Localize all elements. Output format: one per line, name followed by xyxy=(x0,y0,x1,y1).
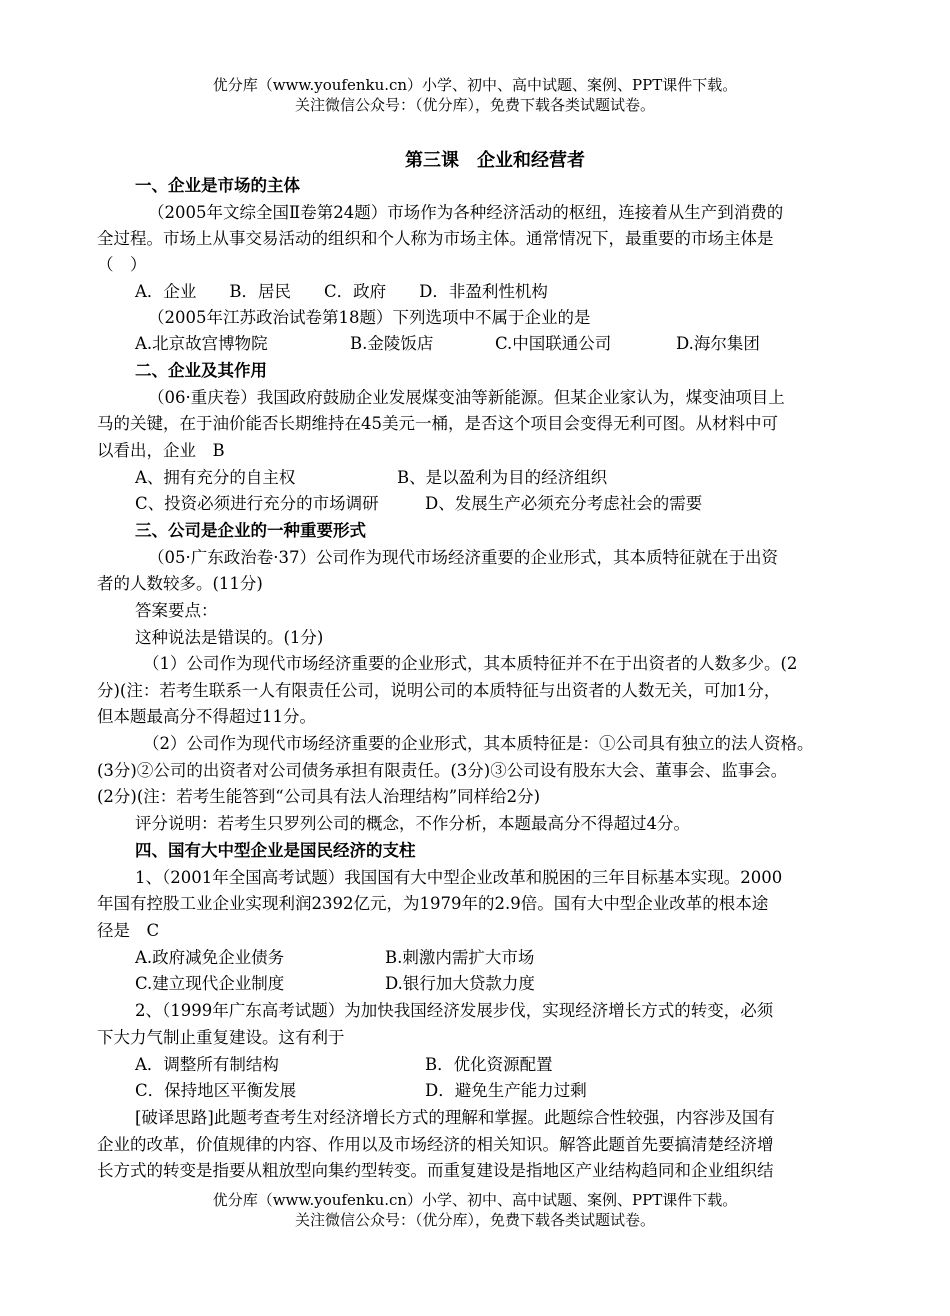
s2-line1: （06·重庆卷）我国政府鼓励企业发展煤变油等新能源。但某企业家认为，煤变油项目上 xyxy=(148,388,785,407)
section-2-heading: 二、企业及其作用 xyxy=(135,361,267,380)
s4-q2-option-d: D．避免生产能力过剩 xyxy=(425,1081,587,1100)
s2-line2: 马的关键，在于油价能否长期维持在45美元一桶，是否这个项目会变得无利可图。从材料中可 xyxy=(97,414,778,433)
s3-line3: 答案要点： xyxy=(135,601,218,620)
s2-option-b: B、是以盈利为目的经济组织 xyxy=(397,468,608,487)
footer-line-1: 优分库（www.youfenku.cn）小学、初中、高中试题、案例、PPT课件下载。 xyxy=(212,1191,738,1209)
page-title: 第三课 企业和经营者 xyxy=(405,150,585,171)
s3-line1: （05·广东政治卷·37）公司作为现代市场经济重要的企业形式，其本质特征就在于出资 xyxy=(148,548,778,567)
s1-q2-option-a: A.北京故宫博物院 xyxy=(135,334,268,353)
s4-q2-line2: 下大力气制止重复建设。这有利于 xyxy=(97,1028,345,1047)
s2-option-a: A、拥有充分的自主权 xyxy=(135,468,296,487)
s1-q2-stem: （2005年江苏政治试卷第18题）下列选项中不属于企业的是 xyxy=(148,308,591,327)
s1-q1-line3: （ ） xyxy=(97,255,147,274)
s4-q1-option-d: D.银行加大贷款力度 xyxy=(385,974,535,993)
s3-line8: （2）公司作为现代市场经济重要的企业形式，其本质特征是：①公司具有独立的法人资格。 xyxy=(143,734,814,753)
s1-q2-option-d: D.海尔集团 xyxy=(676,334,760,353)
s3-line4: 这种说法是错误的。(1分) xyxy=(135,628,324,647)
s1-q2-option-c: C.中国联通公司 xyxy=(495,334,612,353)
section-3-heading: 三、公司是企业的一种重要形式 xyxy=(135,521,366,540)
s1-q1-line2: 全过程。市场上从事交易活动的组织和个人称为市场主体。通常情况下，最重要的市场主体是 xyxy=(97,229,774,248)
s2-line3: 以看出，企业 B xyxy=(97,441,225,460)
s4-q2-option-c: C．保持地区平衡发展 xyxy=(135,1081,297,1100)
s4-q1-line1: 1、（2001年全国高考试题）我国国有大中型企业改革和脱困的三年目标基本实现。2000 xyxy=(135,868,783,887)
footer-line-2: 关注微信公众号：（优分库），免费下载各类试题试卷。 xyxy=(294,1211,655,1229)
s4-q1-line3: 径是 C xyxy=(97,921,160,940)
s4-q1-line2: 年国有控股工业企业实现利润2392亿元，为1979年的2.9倍。国有大中型企业改革的根本途 xyxy=(97,894,769,913)
s4-q2-option-a: A．调整所有制结构 xyxy=(135,1055,279,1074)
s4-q1-option-b: B.刺激内需扩大市场 xyxy=(385,948,535,967)
s1-q1-options: A．企业 B．居民 C．政府 D．非盈利性机构 xyxy=(135,282,548,301)
s4-explain-line1: [破译思路]此题考查考生对经济增长方式的理解和掌握。此题综合性较强，内容涉及国有 xyxy=(135,1108,775,1127)
s3-line5: （1）公司作为现代市场经济重要的企业形式，其本质特征并不在于出资者的人数多少。(2 xyxy=(143,654,798,673)
s2-option-c: C、投资必须进行充分的市场调研 xyxy=(135,494,379,513)
s3-line2: 者的人数较多。(11分) xyxy=(97,574,263,593)
s4-explain-line3: 长方式的转变是指要从粗放型向集约型转变。而重复建设是指地区产业结构趋同和企业组织结 xyxy=(97,1161,774,1180)
s2-option-d: D、发展生产必须充分考虑社会的需要 xyxy=(425,494,703,513)
s4-q2-option-b: B．优化资源配置 xyxy=(425,1055,553,1074)
s1-q1-line1: （2005年文综全国Ⅱ卷第24题）市场作为各种经济活动的枢纽，连接着从生产到消费的 xyxy=(148,203,784,222)
section-4-heading: 四、国有大中型企业是国民经济的支柱 xyxy=(135,841,416,860)
s4-q1-option-c: C.建立现代企业制度 xyxy=(135,974,285,993)
s3-line7: 但本题最高分不得超过11分。 xyxy=(97,707,316,726)
s3-line6: 分)(注：若考生联系一人有限责任公司，说明公司的本质特征与出资者的人数无关，可加1分， xyxy=(97,681,781,700)
s3-line9: (3分)②公司的出资者对公司债务承担有限责任。(3分)③公司设有股东大会、董事会、监事会。 xyxy=(97,761,788,780)
header-line-2: 关注微信公众号：（优分库），免费下载各类试题试卷。 xyxy=(294,96,655,114)
s4-q2-line1: 2、（1999年广东高考试题）为加快我国经济发展步伐，实现经济增长方式的转变，必须 xyxy=(135,1001,774,1020)
s3-line11: 评分说明：若考生只罗列公司的概念，不作分析，本题最高分不得超过4分。 xyxy=(135,814,690,833)
section-1-heading: 一、企业是市场的主体 xyxy=(135,176,300,195)
s4-q1-option-a: A.政府减免企业债务 xyxy=(135,948,285,967)
s1-q2-option-b: B.金陵饭店 xyxy=(350,334,434,353)
s3-line10: (2分)(注：若考生能答到“公司具有法人治理结构”同样给2分) xyxy=(97,787,541,806)
s4-explain-line2: 企业的改革，价值规律的内容、作用以及市场经济的相关知识。解答此题首先要搞清楚经济增 xyxy=(97,1135,774,1154)
header-line-1: 优分库（www.youfenku.cn）小学、初中、高中试题、案例、PPT课件下载。 xyxy=(212,76,738,94)
